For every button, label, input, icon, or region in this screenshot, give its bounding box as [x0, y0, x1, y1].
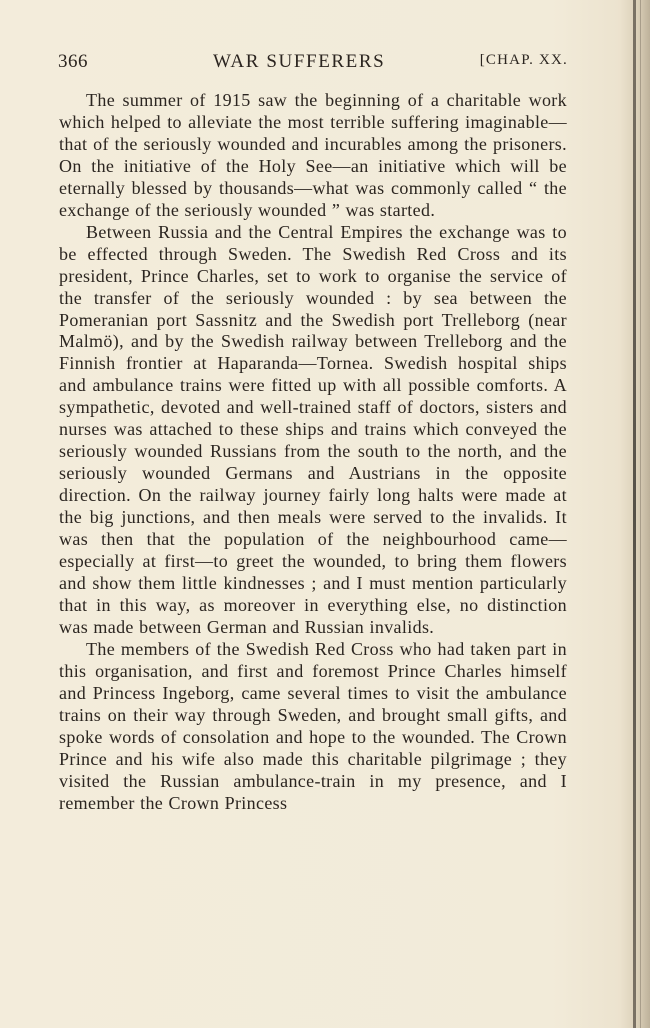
- page-number: 366: [58, 51, 88, 72]
- running-header: [58, 51, 568, 75]
- page-edge-line: [640, 0, 641, 1028]
- chapter-reference: [CHAP. XX.: [479, 52, 568, 68]
- paragraph: The summer of 1915 saw the beginning of a charitable work which helped to alleviate the most terrible suffering imaginable—that of the seriously wounded and incurables among the prisoners. On the initiative of the Holy See—an initiative which will be eternally blessed by thousands—what was commonly called “ the exchange of the seriously wounded ” was started.: [59, 90, 567, 220]
- body-text: [59, 90, 567, 814]
- page-edge-binding: [633, 0, 636, 1028]
- running-title: WAR SUFFERERS: [213, 51, 386, 72]
- paragraph: Between Russia and the Central Empires the exchange was to be effected through Sweden. The Swedish Red Cross and its president, Prince Charles, set to work to organise the service of the transfer of the seriously wounded : by sea between the Pomeranian port Sassnitz and the Swedish port Trelleborg (near Malmö), and by the Swedish railway between Trelleborg and the Finnish frontier at Haparanda—Tornea. Swedish hospital ships and ambulance trains were fitted up with all possible comforts. A sympathetic, devoted and well-trained staff of doctors, sisters and nurses was attached to these ships and trains which conveyed the seriously wounded Russians from the south to the north, and the seriously wounded Germans and Austrians in the opposite direction. On the railway journey fairly long halts were made at the big junctions, and then meals were served to the invalids. It was then that the population of the neighbourhood came—especially at first—to greet the wounded, to bring them flowers and show them little kindnesses ; and I must mention particularly that in this way, as moreover in everything else, no distinction was made between German and Russian invalids.: [59, 221, 567, 637]
- paragraph: The members of the Swedish Red Cross who had taken part in this organisation, and first and foremost Prince Charles himself and Princess Ingeborg, came several times to visit the ambulance trains on their way through Sweden, and brought small gifts, and spoke words of consolation and hope to the wounded. The Crown Prince and his wife also made this charitable pilgrimage ; they visited the Russian ambulance-train in my presence, and I remember the Crown Princess: [59, 638, 567, 813]
